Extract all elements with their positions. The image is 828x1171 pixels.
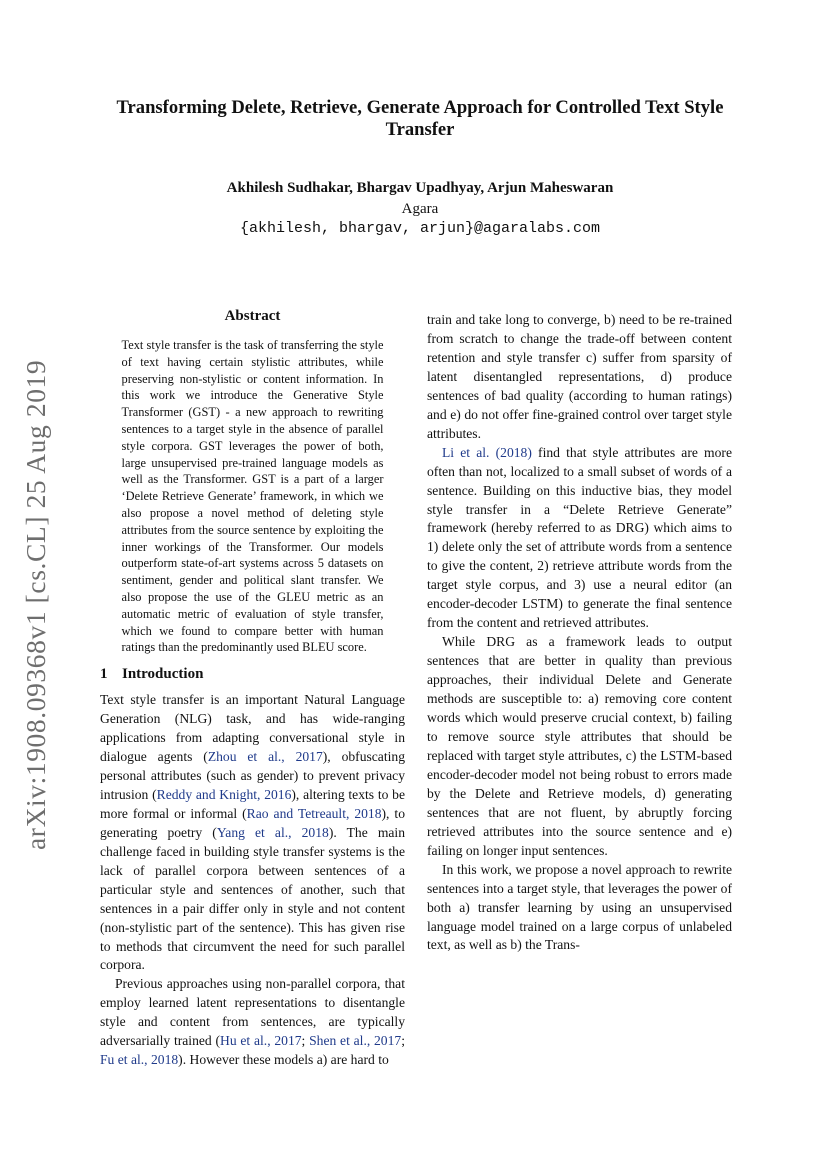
- citation-link[interactable]: Reddy and Knight, 2016: [156, 786, 292, 802]
- section-title: Introduction: [122, 666, 204, 683]
- intro-paragraph-1: [100, 691, 405, 975]
- citation-link[interactable]: Zhou et al., 2017: [207, 749, 323, 764]
- citation-link[interactable]: Rao and Tetreault, 2018: [246, 805, 382, 821]
- intro-paragraph-4: While DRG as a framework leads to output sentences that are better in quality than previous approaches, their individual Delete and Generate methods are susceptible to: a) removing core content words which would preserve crucial context, b) failing to remove source style attributes that should be replaced with target style attributes, c) the LSTM-based encoder-decoder model not being robust to errors made by the Delete and Retrieve models, d) generating sentences that are not fluent, by abruptly forcing retrieved attributes into the source sentence and e) failing on longer input sentences.: [427, 634, 732, 858]
- paragraph-text: train and take long to converge, b) need to be re-trained from scratch to change the trade-off between content retention and style transfer c) suffer from sparsity of latent disentangled representations, d) produce sentences of bad quality (according to human ratings) and e) do not offer fine-grained control over target style attributes.: [427, 312, 732, 441]
- citation-link[interactable]: Hu et al., 2017: [220, 1033, 302, 1049]
- paragraph-text: ). However these models a) are hard to: [178, 1052, 389, 1068]
- section-number: 1: [100, 666, 108, 683]
- paragraph-text: find that style attributes are more often than not, localized to a small subset of words of a sentence. Building on this inductive bias, they model style transfer in a “Delete Retrieve Generate” framework (hereby referred to as DRG) which aims to 1) delete only the set of attribute words from a sentence to give the content, 2) retrieve attribute words from the target style corpus, and 3) use a neural editor (an encoder-decoder LSTM) to generate the final sentence from the content and retrieved attributes.: [427, 444, 732, 631]
- author-emails: {akhilesh, bhargav, arjun}@agaralabs.com: [239, 220, 601, 237]
- intro-paragraph-2-continued: [427, 311, 732, 444]
- citation-link[interactable]: Fu et al., 2018: [100, 1052, 179, 1068]
- paragraph-text: Text style transfer is an important Natural Language Generation (NLG) task, and has wide-ranging applications from adapting conversational style in dialogue agents (: [100, 692, 405, 764]
- arxiv-identifier-stamp: [20, 360, 62, 850]
- right-column: [427, 311, 732, 955]
- paragraph-text: ), to generating poetry (: [100, 805, 405, 840]
- author-list: Akhilesh Sudhakar, Bhargav Upadhyay, Arjun Maheswaran: [226, 180, 614, 196]
- left-column: [100, 308, 405, 1070]
- intro-paragraph-5: In this work, we propose a novel approach to rewrite sentences into a target style, that leverages the power of both a) transfer learning by using an unsupervised language model trained on a large corpus of unlabeled text, as well as b) the Trans-: [427, 861, 732, 953]
- section-heading-introduction: [100, 666, 405, 683]
- intro-paragraph-3: [427, 444, 732, 634]
- abstract-heading: Abstract: [224, 308, 281, 324]
- arxiv-identifier-text: arXiv:1908.09368v1 [cs.CL] 25 Aug 2019: [20, 360, 51, 850]
- abstract-text: Text style transfer is the task of transferring the style of text having certain stylistic attributes, while preserving non-stylistic or content information. In this work we introduce the Generative Style Transformer (GST) - a new approach to rewriting sentences to a target style in the absence of parallel style corpora. GST leverages the power of both, large unsupervised pre-trained language models as well as the Transformer. GST is a part of a larger ‘Delete Retrieve Generate’ framework, in which we also propose a novel method of deleting style attributes from the source sentence by exploiting the inner workings of the Transformer. Our models outperform state-of-art systems across 5 datasets on sentiment, gender and political slant transfer. We also propose the use of the GLEU metric as an automatic metric of evaluation of style transfer, which we found to compare better with human ratings than the predominantly used BLEU score.: [121, 338, 384, 655]
- paragraph-text: ). The main challenge faced in building style transfer systems is the lack of parallel corpora between sentences of a particular style and sentences of another, such that sentences in a pair differ only in style and not content (non-stylistic part of the sentence). This has given rise to methods that circumvent the need for such parallel corpora.: [100, 824, 406, 973]
- affiliation: Agara: [401, 201, 439, 217]
- citation-separator: ;: [301, 1033, 310, 1049]
- paragraph-text: ), obfuscating personal attributes (such as gender) to prevent privacy intrusion (: [100, 749, 405, 802]
- citation-separator: ;: [401, 1033, 405, 1049]
- citation-link[interactable]: Yang et al., 2018: [216, 824, 329, 840]
- citation-link[interactable]: Shen et al., 2017: [309, 1033, 402, 1049]
- paper-title: Transforming Delete, Retrieve, Generate Approach for Controlled Text Style Transfer: [116, 97, 724, 140]
- citation-link[interactable]: Li et al. (2018): [442, 444, 532, 460]
- paragraph-text: ), altering texts to be more formal or informal (: [100, 786, 405, 821]
- paragraph-text: Previous approaches using non-parallel corpora, that employ learned latent representations to disentangle style and content from sentences, are typically adversarially trained (: [100, 976, 405, 1049]
- intro-paragraph-2-start: [100, 975, 405, 1070]
